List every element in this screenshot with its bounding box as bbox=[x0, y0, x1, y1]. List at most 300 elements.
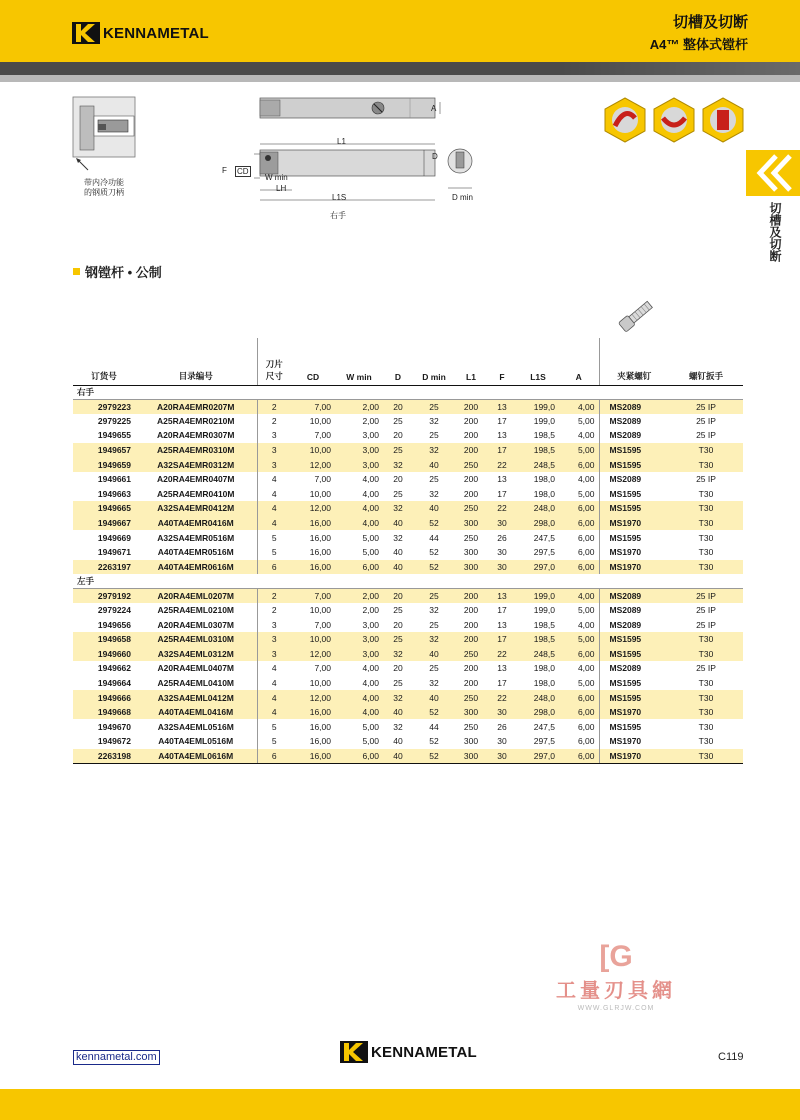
cell-catalog-no: A20RA4EMR0307M bbox=[157, 430, 235, 441]
cell-wmin: 6,00 bbox=[335, 749, 383, 764]
cell-f: 30 bbox=[487, 749, 517, 764]
cell-f: 17 bbox=[497, 415, 507, 426]
cell-catalog-no: A32SA4EML0412M bbox=[135, 690, 257, 705]
cell-screw-wrench: T30 bbox=[698, 677, 714, 688]
cell-l1s: 247,5 bbox=[533, 532, 555, 543]
cell-a: 5,00 bbox=[559, 443, 599, 458]
cell-d: 25 bbox=[383, 632, 413, 647]
dim-d: D bbox=[432, 152, 438, 161]
cell-clamp-screw: MS1595 bbox=[599, 530, 669, 545]
cell-clamp-screw: MS2089 bbox=[599, 617, 669, 632]
cell-catalog-no: A40TA4EMR0416M bbox=[135, 516, 257, 531]
section-title: 钢镗杆 • 公制 bbox=[73, 262, 162, 281]
cell-d: 32 bbox=[383, 690, 413, 705]
cell-screw-wrench: 25 IP bbox=[696, 415, 716, 426]
cell-f: 13 bbox=[497, 663, 507, 674]
cell-a: 4,00 bbox=[577, 430, 595, 441]
col-screw-wrench: 螺钉扳手 bbox=[669, 338, 743, 385]
cell-order-no: 1949667 bbox=[73, 516, 135, 531]
cell-catalog-no: A25RA4EMR0310M bbox=[135, 443, 257, 458]
cell-catalog-no: A20RA4EMR0207M bbox=[135, 399, 257, 414]
cell-l1: 300 bbox=[455, 705, 487, 720]
cell-clamp-screw: MS1595 bbox=[599, 719, 669, 734]
cell-clamp-screw: MS1970 bbox=[599, 705, 669, 720]
cell-l1s: 198,5 bbox=[517, 632, 559, 647]
cell-d: 32 bbox=[383, 457, 413, 472]
application-caption: 带内冷功能 的钢质刀柄 bbox=[84, 178, 124, 197]
dim-l1: L1 bbox=[337, 137, 346, 146]
table-row bbox=[73, 676, 743, 691]
col-l1s: L1S bbox=[517, 338, 559, 385]
cell-cd: 12,00 bbox=[291, 501, 335, 516]
cell-screw-wrench: T30 bbox=[669, 647, 743, 662]
side-tab-label: 切槽及切断 bbox=[768, 202, 782, 262]
cell-clamp-screw: MS1595 bbox=[599, 690, 669, 705]
cell-d: 40 bbox=[383, 516, 413, 531]
cell-wmin: 2,00 bbox=[335, 588, 383, 603]
section-bullet-icon bbox=[73, 268, 80, 275]
cell-l1s: 297,5 bbox=[533, 547, 555, 558]
cell-order-no: 1949662 bbox=[97, 663, 131, 674]
cell-insert-size: 3 bbox=[257, 443, 291, 458]
cell-cd: 10,00 bbox=[291, 443, 335, 458]
cell-cd: 16,00 bbox=[291, 749, 335, 764]
col-d: D bbox=[383, 338, 413, 385]
header-title-main: 切槽及切断 bbox=[672, 14, 748, 31]
cell-l1s: 198,0 bbox=[533, 663, 555, 674]
table-row bbox=[73, 414, 743, 429]
cell-l1s: 247,5 bbox=[533, 721, 555, 732]
cell-screw-wrench: 25 IP bbox=[696, 430, 716, 441]
cell-l1: 200 bbox=[463, 488, 479, 499]
cell-catalog-no: A40TA4EML0516M bbox=[158, 736, 234, 747]
cell-l1: 250 bbox=[463, 532, 479, 543]
cell-screw-wrench: T30 bbox=[698, 721, 714, 732]
table-row bbox=[73, 749, 743, 764]
cell-a: 6,00 bbox=[577, 547, 595, 558]
cell-dmin: 25 bbox=[429, 619, 439, 630]
cell-f: 26 bbox=[497, 721, 507, 732]
cell-d: 25 bbox=[393, 605, 403, 616]
cell-l1s: 248,5 bbox=[517, 647, 559, 662]
col-l1: L1 bbox=[455, 338, 487, 385]
cell-dmin: 40 bbox=[413, 501, 455, 516]
cell-screw-wrench: T30 bbox=[669, 749, 743, 764]
cell-insert-size: 4 bbox=[257, 501, 291, 516]
cell-dmin: 52 bbox=[413, 705, 455, 720]
cell-dmin: 52 bbox=[429, 736, 439, 747]
cell-insert-size: 3 bbox=[257, 632, 291, 647]
cell-d: 40 bbox=[393, 736, 403, 747]
cell-dmin: 32 bbox=[413, 632, 455, 647]
cell-f: 30 bbox=[497, 547, 507, 558]
cell-f: 30 bbox=[497, 736, 507, 747]
cell-a: 6,00 bbox=[559, 705, 599, 720]
cell-l1: 200 bbox=[463, 619, 479, 630]
cell-clamp-screw: MS1970 bbox=[599, 734, 669, 749]
cell-f: 22 bbox=[487, 647, 517, 662]
table-row bbox=[73, 661, 743, 676]
cell-l1s: 198,0 bbox=[533, 677, 555, 688]
application-sketch bbox=[72, 96, 136, 176]
cell-cd: 10,00 bbox=[309, 488, 331, 499]
cell-wmin: 4,00 bbox=[335, 690, 383, 705]
cell-a: 5,00 bbox=[577, 677, 595, 688]
watermark-url: WWW.GLRJW.COM bbox=[577, 1005, 655, 1012]
cell-cd: 7,00 bbox=[314, 663, 331, 674]
cell-order-no: 1949672 bbox=[97, 736, 131, 747]
cell-screw-wrench: 25 IP bbox=[696, 619, 716, 630]
cell-f: 22 bbox=[487, 501, 517, 516]
cell-a: 5,00 bbox=[559, 632, 599, 647]
cell-order-no: 1949666 bbox=[73, 690, 135, 705]
cell-catalog-no: A20RA4EML0407M bbox=[157, 663, 235, 674]
cell-f: 13 bbox=[497, 430, 507, 441]
cell-l1: 200 bbox=[463, 605, 479, 616]
cell-a: 6,00 bbox=[559, 749, 599, 764]
col-insert-size: 刀片 尺寸 bbox=[257, 338, 291, 385]
cell-clamp-screw: MS2089 bbox=[599, 603, 669, 618]
col-cd: CD bbox=[291, 338, 335, 385]
cell-insert-size: 3 bbox=[257, 428, 291, 443]
table-row bbox=[73, 719, 743, 734]
cell-screw-wrench: T30 bbox=[669, 690, 743, 705]
cell-a: 4,00 bbox=[559, 399, 599, 414]
cell-catalog-no: A32SA4EMR0312M bbox=[135, 457, 257, 472]
cell-order-no: 1949655 bbox=[97, 430, 131, 441]
cell-clamp-screw: MS1595 bbox=[599, 647, 669, 662]
table-row bbox=[73, 428, 743, 443]
cell-insert-size: 4 bbox=[257, 661, 291, 676]
cell-f: 30 bbox=[487, 705, 517, 720]
cell-f: 17 bbox=[487, 443, 517, 458]
cell-l1s: 297,0 bbox=[517, 560, 559, 575]
watermark-text: 工量刃具網 bbox=[556, 980, 676, 1002]
cell-l1s: 297,0 bbox=[517, 749, 559, 764]
cell-wmin: 4,00 bbox=[335, 705, 383, 720]
cell-cd: 16,00 bbox=[309, 547, 331, 558]
cell-screw-wrench: T30 bbox=[669, 705, 743, 720]
cell-f: 17 bbox=[497, 605, 507, 616]
cell-catalog-no: A25RA4EML0210M bbox=[157, 605, 235, 616]
cell-l1: 250 bbox=[455, 647, 487, 662]
cell-wmin: 4,00 bbox=[335, 516, 383, 531]
col-f: F bbox=[487, 338, 517, 385]
kennametal-logo bbox=[72, 22, 209, 44]
cell-a: 6,00 bbox=[559, 560, 599, 575]
cell-wmin: 4,00 bbox=[362, 488, 379, 499]
cell-dmin: 52 bbox=[413, 749, 455, 764]
cell-catalog-no: A20RA4EML0307M bbox=[157, 619, 235, 630]
col-order-no: 订货号 bbox=[73, 338, 135, 385]
cell-a: 4,00 bbox=[559, 588, 599, 603]
brand-wordmark: KENNAMETAL bbox=[103, 24, 209, 42]
cell-l1: 300 bbox=[463, 736, 479, 747]
table-header-row bbox=[73, 338, 743, 385]
cell-a: 5,00 bbox=[577, 415, 595, 426]
cell-order-no: 1949659 bbox=[73, 457, 135, 472]
footer-band bbox=[0, 1089, 800, 1120]
table-row bbox=[73, 472, 743, 487]
header-stripe-light bbox=[0, 75, 800, 82]
cell-insert-size: 4 bbox=[257, 690, 291, 705]
cell-cd: 7,00 bbox=[314, 474, 331, 485]
cell-wmin: 5,00 bbox=[362, 547, 379, 558]
cell-wmin: 4,00 bbox=[362, 663, 379, 674]
cell-screw-wrench: T30 bbox=[669, 501, 743, 516]
cell-clamp-screw: MS1595 bbox=[599, 487, 669, 502]
table-row bbox=[73, 530, 743, 545]
cell-clamp-screw: MS1595 bbox=[599, 457, 669, 472]
cell-d: 32 bbox=[383, 501, 413, 516]
cell-insert-size: 4 bbox=[257, 676, 291, 691]
cell-catalog-no: A32SA4EMR0516M bbox=[157, 532, 235, 543]
cell-screw-wrench: T30 bbox=[669, 443, 743, 458]
cell-f: 17 bbox=[497, 677, 507, 688]
cell-clamp-screw: MS1595 bbox=[599, 501, 669, 516]
cell-l1: 200 bbox=[463, 474, 479, 485]
cell-l1: 200 bbox=[463, 430, 479, 441]
table-group-header bbox=[73, 385, 743, 399]
cell-d: 20 bbox=[383, 399, 413, 414]
cell-l1: 200 bbox=[455, 588, 487, 603]
cell-cd: 10,00 bbox=[309, 605, 331, 616]
cell-order-no: 1949658 bbox=[73, 632, 135, 647]
cell-order-no: 2979225 bbox=[97, 415, 131, 426]
header-stripe-dark bbox=[0, 62, 800, 75]
cell-order-no: 1949670 bbox=[97, 721, 131, 732]
cell-wmin: 4,00 bbox=[362, 474, 379, 485]
cell-dmin: 40 bbox=[413, 690, 455, 705]
cell-d: 20 bbox=[393, 619, 403, 630]
cell-l1s: 297,5 bbox=[533, 736, 555, 747]
cell-screw-wrench: 25 IP bbox=[669, 588, 743, 603]
cell-a: 4,00 bbox=[577, 474, 595, 485]
cell-dmin: 25 bbox=[429, 430, 439, 441]
cell-l1: 300 bbox=[455, 516, 487, 531]
cell-catalog-no: A25RA4EML0310M bbox=[135, 632, 257, 647]
cell-d: 25 bbox=[393, 415, 403, 426]
cell-screw-wrench: T30 bbox=[698, 547, 714, 558]
cell-f: 13 bbox=[497, 619, 507, 630]
cell-insert-size: 2 bbox=[257, 588, 291, 603]
cell-a: 6,00 bbox=[559, 457, 599, 472]
cell-clamp-screw: MS1595 bbox=[599, 676, 669, 691]
footer-kennametal-logo bbox=[340, 1041, 477, 1063]
col-dmin: D min bbox=[413, 338, 455, 385]
cell-catalog-no: A25RA4EMR0410M bbox=[157, 488, 235, 499]
cell-f: 13 bbox=[487, 588, 517, 603]
cell-catalog-no: A20RA4EML0207M bbox=[135, 588, 257, 603]
dim-w-min: W min bbox=[265, 173, 288, 182]
dim-cd: CD bbox=[237, 167, 249, 176]
cell-d: 32 bbox=[393, 532, 403, 543]
cell-l1: 200 bbox=[463, 415, 479, 426]
cell-clamp-screw: MS2089 bbox=[599, 428, 669, 443]
cell-a: 5,00 bbox=[577, 488, 595, 499]
cell-dmin: 40 bbox=[413, 647, 455, 662]
cell-dmin: 32 bbox=[429, 677, 439, 688]
table-body bbox=[73, 385, 743, 763]
cell-clamp-screw: MS1970 bbox=[599, 749, 669, 764]
cell-dmin: 32 bbox=[429, 415, 439, 426]
cell-insert-size: 5 bbox=[257, 719, 291, 734]
cell-f: 22 bbox=[487, 690, 517, 705]
cell-a: 6,00 bbox=[559, 690, 599, 705]
cell-f: 17 bbox=[487, 632, 517, 647]
cell-order-no: 1949665 bbox=[73, 501, 135, 516]
cell-f: 26 bbox=[497, 532, 507, 543]
cell-clamp-screw: MS2089 bbox=[599, 472, 669, 487]
cell-catalog-no: A40TA4EML0616M bbox=[135, 749, 257, 764]
cell-order-no: 2979192 bbox=[73, 588, 135, 603]
table-row bbox=[73, 632, 743, 647]
cell-order-no: 1949664 bbox=[97, 677, 131, 688]
cell-order-no: 2979223 bbox=[73, 399, 135, 414]
cell-insert-size: 4 bbox=[257, 705, 291, 720]
cell-l1s: 199,0 bbox=[517, 399, 559, 414]
table-row bbox=[73, 399, 743, 414]
cell-cd: 7,00 bbox=[314, 430, 331, 441]
cell-l1: 200 bbox=[455, 632, 487, 647]
cell-wmin: 4,00 bbox=[335, 501, 383, 516]
dim-d-min: D min bbox=[452, 193, 473, 202]
application-icons bbox=[602, 96, 750, 144]
cell-wmin: 3,00 bbox=[335, 647, 383, 662]
cell-cd: 16,00 bbox=[291, 516, 335, 531]
cell-cd: 16,00 bbox=[309, 736, 331, 747]
cell-dmin: 32 bbox=[429, 488, 439, 499]
dim-a: A bbox=[431, 104, 437, 113]
cell-order-no: 1949669 bbox=[97, 532, 131, 543]
cell-clamp-screw: MS2089 bbox=[599, 588, 669, 603]
cell-dmin: 52 bbox=[413, 516, 455, 531]
cell-d: 25 bbox=[383, 443, 413, 458]
cell-a: 5,00 bbox=[577, 605, 595, 616]
cell-order-no: 1949661 bbox=[97, 474, 131, 485]
cell-l1s: 298,0 bbox=[517, 516, 559, 531]
cell-l1s: 248,0 bbox=[517, 690, 559, 705]
kennametal-website-link[interactable]: kennametal.com bbox=[73, 1050, 160, 1065]
cell-l1: 250 bbox=[463, 721, 479, 732]
cell-cd: 16,00 bbox=[291, 705, 335, 720]
cell-a: 6,00 bbox=[559, 516, 599, 531]
cell-cd: 16,00 bbox=[309, 532, 331, 543]
cell-wmin: 3,00 bbox=[335, 632, 383, 647]
cell-l1s: 199,0 bbox=[517, 588, 559, 603]
cell-l1: 300 bbox=[455, 749, 487, 764]
cell-insert-size: 5 bbox=[257, 734, 291, 749]
table-row bbox=[73, 617, 743, 632]
cell-f: 22 bbox=[487, 457, 517, 472]
col-catalog-no: 目录编号 bbox=[135, 338, 257, 385]
cell-l1s: 298,0 bbox=[517, 705, 559, 720]
cell-dmin: 25 bbox=[429, 474, 439, 485]
cell-screw-wrench: 25 IP bbox=[669, 399, 743, 414]
cell-dmin: 44 bbox=[429, 532, 439, 543]
cell-cd: 7,00 bbox=[314, 619, 331, 630]
table-row bbox=[73, 457, 743, 472]
cell-dmin: 52 bbox=[413, 560, 455, 575]
cell-clamp-screw: MS2089 bbox=[599, 414, 669, 429]
cell-cd: 12,00 bbox=[291, 647, 335, 662]
cell-wmin: 2,00 bbox=[362, 415, 379, 426]
cell-l1: 200 bbox=[455, 443, 487, 458]
cell-clamp-screw: MS2089 bbox=[599, 661, 669, 676]
cell-f: 30 bbox=[487, 516, 517, 531]
table-row bbox=[73, 516, 743, 531]
cell-cd: 7,00 bbox=[291, 399, 335, 414]
cell-order-no: 1949656 bbox=[97, 619, 131, 630]
table-row bbox=[73, 443, 743, 458]
cell-catalog-no: A40TA4EMR0616M bbox=[135, 560, 257, 575]
cell-insert-size: 3 bbox=[257, 457, 291, 472]
cell-l1: 250 bbox=[455, 501, 487, 516]
cell-insert-size: 6 bbox=[257, 560, 291, 575]
cell-wmin: 5,00 bbox=[362, 721, 379, 732]
cell-a: 4,00 bbox=[577, 619, 595, 630]
dim-l1s: L1S bbox=[332, 193, 347, 202]
cell-screw-wrench: 25 IP bbox=[696, 605, 716, 616]
cell-l1s: 198,0 bbox=[533, 488, 555, 499]
cell-catalog-no: A25RA4EMR0210M bbox=[157, 415, 235, 426]
cell-d: 20 bbox=[393, 430, 403, 441]
cell-order-no: 1949668 bbox=[73, 705, 135, 720]
cell-wmin: 3,00 bbox=[335, 443, 383, 458]
group-label: 左手 bbox=[73, 574, 743, 588]
boring-bar-drawing bbox=[220, 94, 490, 224]
cell-order-no: 2979224 bbox=[97, 605, 131, 616]
cell-catalog-no: A25RA4EML0410M bbox=[157, 677, 235, 688]
cell-dmin: 25 bbox=[413, 399, 455, 414]
cell-wmin: 2,00 bbox=[335, 399, 383, 414]
cell-d: 40 bbox=[383, 560, 413, 575]
cell-cd: 10,00 bbox=[309, 415, 331, 426]
cell-a: 6,00 bbox=[559, 647, 599, 662]
cell-d: 40 bbox=[393, 547, 403, 558]
cell-insert-size: 4 bbox=[257, 472, 291, 487]
cell-cd: 12,00 bbox=[291, 690, 335, 705]
cell-insert-size: 5 bbox=[257, 530, 291, 545]
cell-screw-wrench: T30 bbox=[698, 736, 714, 747]
cell-dmin: 32 bbox=[429, 605, 439, 616]
cell-screw-wrench: T30 bbox=[698, 532, 714, 543]
cell-cd: 7,00 bbox=[291, 588, 335, 603]
watermark-symbol: [G bbox=[599, 940, 633, 973]
cell-d: 40 bbox=[383, 705, 413, 720]
cell-order-no: 1949657 bbox=[73, 443, 135, 458]
cell-a: 4,00 bbox=[577, 663, 595, 674]
cell-d: 20 bbox=[393, 474, 403, 485]
cell-wmin: 2,00 bbox=[362, 605, 379, 616]
table-row bbox=[73, 501, 743, 516]
cell-l1s: 198,0 bbox=[533, 474, 555, 485]
cell-l1s: 199,0 bbox=[533, 415, 555, 426]
cell-clamp-screw: MS1970 bbox=[599, 560, 669, 575]
cell-l1: 200 bbox=[463, 677, 479, 688]
cell-l1: 300 bbox=[455, 560, 487, 575]
table-row bbox=[73, 647, 743, 662]
dim-lh: LH bbox=[276, 184, 287, 193]
cell-l1s: 198,5 bbox=[517, 443, 559, 458]
cell-insert-size: 4 bbox=[257, 487, 291, 502]
right-hand-caption: 右手 bbox=[330, 211, 346, 220]
cell-cd: 16,00 bbox=[291, 560, 335, 575]
cell-clamp-screw: MS1970 bbox=[599, 545, 669, 560]
cell-screw-wrench: T30 bbox=[669, 457, 743, 472]
cell-clamp-screw: MS2089 bbox=[599, 399, 669, 414]
cell-d: 25 bbox=[393, 488, 403, 499]
